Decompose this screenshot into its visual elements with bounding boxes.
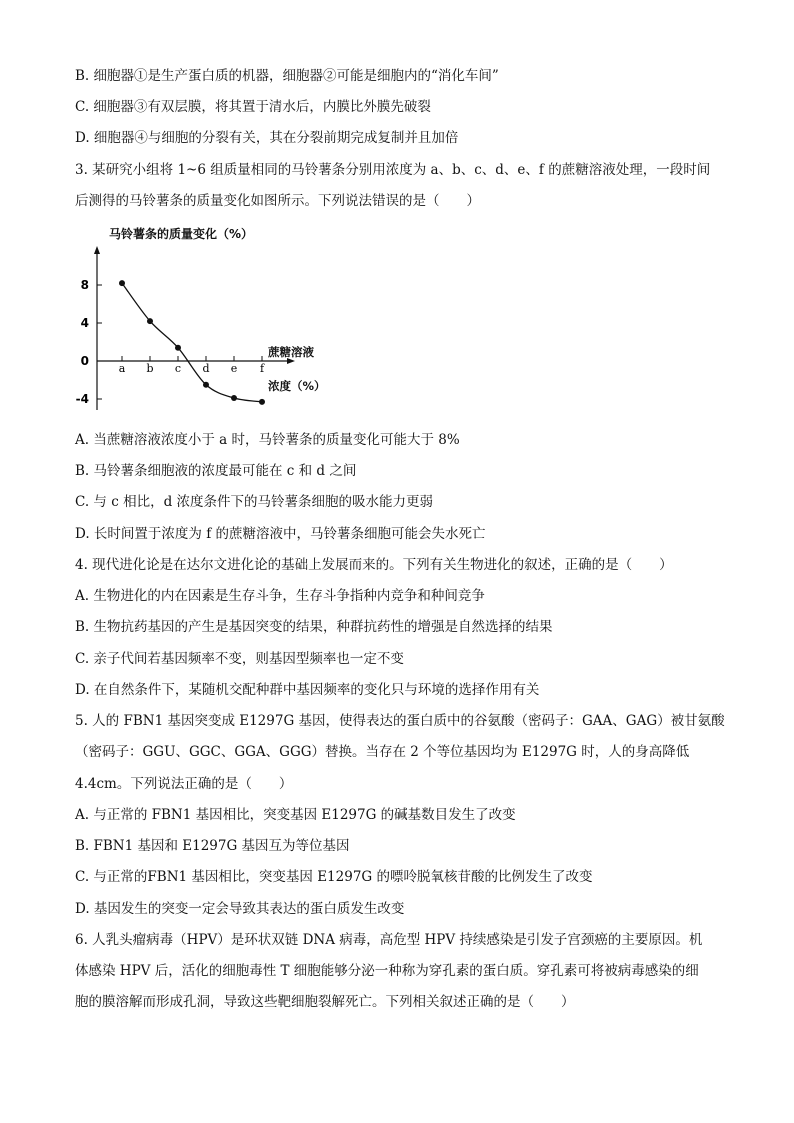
potato-mass-chart: [75, 220, 335, 420]
option-c-q3: C. 与 c 相比，d 浓度条件下的马铃薯条细胞的吸水能力更弱: [75, 494, 434, 510]
data-point: [119, 280, 125, 286]
option-b-q5: B. FBN1 基因和 E1297G 基因互为等位基因: [75, 838, 350, 854]
option-c-q2: C. 细胞器③有双层膜，将其置于清水后，内膜比外膜先破裂: [75, 99, 431, 115]
option-a-q4: A. 生物进化的内在因素是生存斗争，生存斗争指种内竞争和种间竞争: [75, 588, 485, 604]
question-5-stem-end: 4.4cm。下列说法正确的是（ ）: [75, 776, 293, 792]
question-5-stem: 5. 人的 FBN1 基因突变成 E1297G 基因，使得表达的蛋白质中的谷氨酸（密码子：GAA、GAG）被甘氨酸: [75, 713, 725, 729]
y-tick-label: 0: [80, 354, 89, 368]
option-d-q3: D. 长时间置于浓度为 f 的蔗糖溶液中，马铃薯条细胞可能会失水死亡: [75, 526, 486, 542]
x-tick-label: e: [230, 362, 238, 375]
option-c-q4: C. 亲子代间若基因频率不变，则基因型频率也一定不变: [75, 651, 404, 667]
question-6-stem-end: 胞的膜溶解而形成孔洞，导致这些靶细胞裂解死亡。下列相关叙述正确的是（ ）: [75, 994, 575, 1010]
data-curve: [122, 283, 262, 402]
question-4-stem: 4. 现代进化论是在达尔文进化论的基础上发展而来的。下列有关生物进化的叙述，正确的是（ ）: [75, 557, 673, 573]
x-label-line2: 浓度（%）: [268, 379, 326, 393]
chart-title: 马铃薯条的质量变化（%）: [109, 227, 254, 241]
option-c-q5: C. 与正常的FBN1 基因相比，突变基因 E1297G 的嘌呤脱氧核苷酸的比例发生了改变: [75, 869, 593, 885]
y-tick-label: 8: [80, 278, 89, 292]
x-tick-label: d: [202, 362, 210, 375]
option-b-q2: B. 细胞器①是生产蛋白质的机器，细胞器②可能是细胞内的“消化车间”: [75, 68, 499, 84]
question-5-stem-cont: （密码子：GGU、GGC、GGA、GGG）替换。当存在 2 个等位基因均为 E1297G 时，人的身高降低: [75, 744, 690, 760]
data-point: [259, 399, 265, 405]
chart-svg: [75, 220, 335, 420]
y-axis-arrow: [94, 246, 100, 254]
question-6-stem: 6. 人乳头瘤病毒（HPV）是环状双链 DNA 病毒，高危型 HPV 持续感染是引发子宫颈癌的主要原因。机: [75, 932, 703, 948]
option-b-q3: B. 马铃薯条细胞液的浓度最可能在 c 和 d 之间: [75, 463, 357, 479]
option-d-q5: D. 基因发生的突变一定会导致其表达的蛋白质发生改变: [75, 901, 405, 917]
option-b-q4: B. 生物抗药基因的产生是基因突变的结果，种群抗药性的增强是自然选择的结果: [75, 619, 553, 635]
option-d-q4: D. 在自然条件下，某随机交配种群中基因频率的变化只与环境的选择作用有关: [75, 682, 540, 698]
data-point: [147, 318, 153, 324]
x-tick-label: b: [146, 362, 154, 375]
question-3-stem: 3. 某研究小组将 1~6 组质量相同的马铃薯条分别用浓度为 a、b、c、d、e、f 的蔗糖溶液处理，一段时间: [75, 162, 711, 178]
option-a-q5: A. 与正常的 FBN1 基因相比，突变基因 E1297G 的碱基数目发生了改变: [75, 807, 516, 823]
option-a-q3: A. 当蔗糖溶液浓度小于 a 时，马铃薯条的质量变化可能大于 8%: [75, 432, 460, 448]
x-tick-label: f: [259, 362, 265, 375]
x-label-line1: 蔗糖溶液: [268, 345, 314, 359]
x-tick-label: a: [118, 362, 126, 375]
x-tick-label: c: [174, 362, 182, 375]
y-tick-label: -4: [75, 392, 89, 406]
y-tick-label: 4: [80, 316, 89, 330]
option-d-q2: D. 细胞器④与细胞的分裂有关，其在分裂前期完成复制并且加倍: [75, 130, 459, 146]
data-point: [175, 345, 181, 351]
question-3-stem-cont: 后测得的马铃薯条的质量变化如图所示。下列说法错误的是（ ）: [75, 193, 480, 209]
question-6-stem-cont: 体感染 HPV 后，活化的细胞毒性 T 细胞能够分泌一种称为穿孔素的蛋白质。穿孔素可将被病毒感染的细: [75, 963, 699, 979]
data-point: [231, 395, 237, 401]
data-point: [203, 382, 209, 388]
